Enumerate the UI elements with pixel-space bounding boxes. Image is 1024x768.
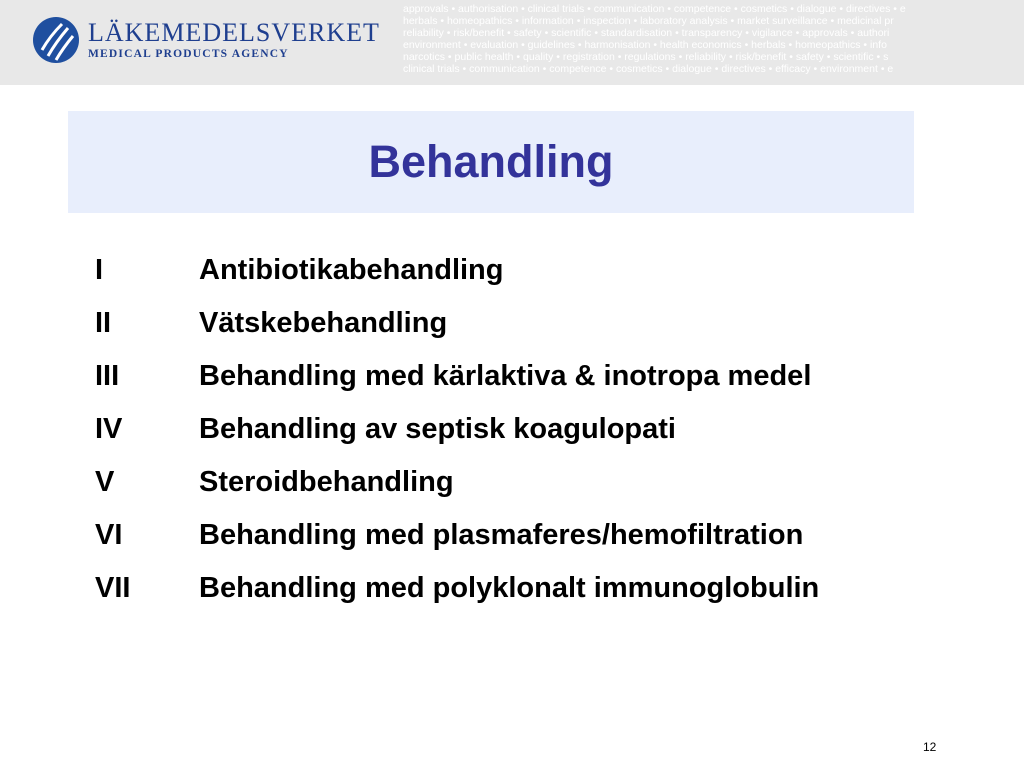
list-item: [95, 244, 975, 297]
item-number: I: [95, 254, 104, 286]
keyword-line: herbals • homeopathics • information • inspection • laboratory analysis • market surveillance • medicinal pr: [403, 15, 894, 27]
keyword-line: environment • evaluation • guidelines • harmonisation • health economics • herbals • homeopathics • info: [403, 39, 887, 51]
list-item: [95, 297, 975, 350]
list-item: [95, 403, 975, 456]
item-number: IV: [95, 413, 123, 445]
keyword-watermark: [403, 3, 1024, 75]
item-text: Behandling med polyklonalt immunoglobulin: [199, 572, 820, 604]
treatment-list: [95, 244, 975, 615]
agency-logo: [32, 16, 380, 64]
title-box: [68, 111, 914, 213]
item-number: V: [95, 466, 115, 498]
item-text: Vätskebehandling: [199, 307, 448, 339]
item-text: Antibiotikabehandling: [199, 254, 504, 286]
item-number: II: [95, 307, 112, 339]
page-number: 12: [923, 740, 937, 754]
item-number: VI: [95, 519, 123, 551]
item-text: Behandling av septisk koagulopati: [199, 413, 676, 445]
keyword-line: reliability • risk/benefit • safety • scientific • standardisation • transparency • vigilance • approvals • authori: [403, 27, 890, 39]
item-number: III: [95, 360, 120, 392]
list-item: [95, 562, 975, 615]
keyword-line: approvals • authorisation • clinical trials • communication • competence • cosmetics • dialogue • directives • e: [403, 3, 906, 15]
item-text: Behandling med plasmaferes/hemofiltration: [199, 519, 804, 551]
logo-subtitle: MEDICAL PRODUCTS AGENCY: [88, 48, 289, 60]
item-number: VII: [95, 572, 131, 604]
logo-text: [88, 20, 380, 60]
keyword-line: clinical trials • communication • competence • cosmetics • dialogue • directives • efficacy • environment • e: [403, 63, 894, 75]
list-item: [95, 509, 975, 562]
keyword-line: narcotics • public health • quality • registration • regulations • reliability • risk/benefit • safety • scientific • s: [403, 51, 889, 63]
logo-name: LÄKEMEDELSVERKET: [88, 18, 380, 47]
slide-title: Behandling: [368, 136, 614, 187]
item-text: Steroidbehandling: [199, 466, 454, 498]
list-item: [95, 350, 975, 403]
item-text: Behandling med kärlaktiva & inotropa medel: [199, 360, 812, 392]
agency-emblem-icon: [32, 16, 80, 64]
list-item: [95, 456, 975, 509]
header-band: [0, 0, 1024, 85]
